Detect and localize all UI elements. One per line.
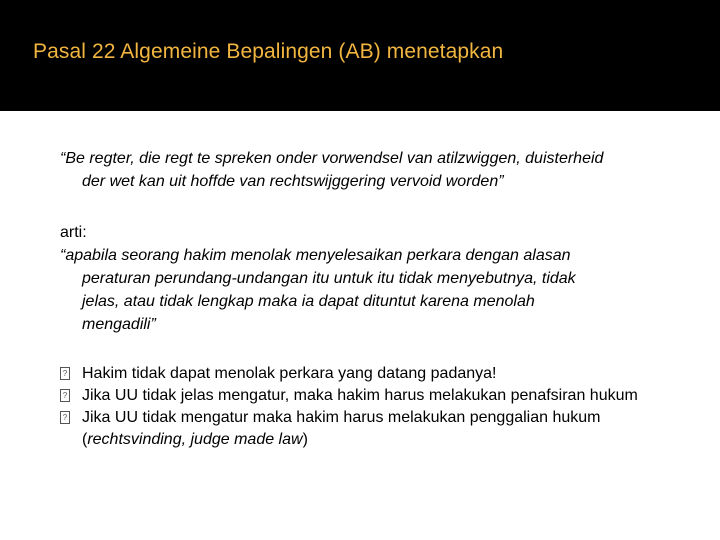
bullet-box-icon: ? <box>60 411 70 424</box>
slide-title: Pasal 22 Algemeine Bepalingen (AB) menetapkan <box>33 40 504 63</box>
translation-line2: peraturan perundang-undangan itu untuk itu tidak menyebutnya, tidak <box>82 270 576 287</box>
paren-italic-text: rechtsvinding, judge made law <box>87 431 303 448</box>
translation-quote <box>60 244 680 336</box>
translation-line1: “apabila seorang hakim menolak menyelesaikan perkara dengan alasan <box>60 247 571 264</box>
bullet-text: Jika UU tidak mengatur maka hakim harus melakukan penggalian hukum <box>82 409 601 426</box>
arti-label: arti: <box>60 224 87 241</box>
bullet-text: Jika UU tidak jelas mengatur, maka hakim harus melakukan penafsiran hukum <box>82 387 638 404</box>
dutch-quote-line1: “Be regter, die regt te spreken onder vorwendsel van atilzwiggen, duisterheid <box>60 150 604 167</box>
bullet-parenthetical <box>82 429 690 451</box>
list-item <box>60 385 690 407</box>
dutch-quote <box>60 147 690 193</box>
translation-line4: mengadili” <box>82 316 156 333</box>
paren-close: ) <box>302 431 308 448</box>
list-item <box>60 407 690 451</box>
bullet-box-icon: ? <box>60 367 70 380</box>
bullet-text: Hakim tidak dapat menolak perkara yang datang padanya! <box>82 365 497 382</box>
dutch-quote-line2: der wet kan uit hoffde van rechtswijggering vervoid worden” <box>82 173 504 190</box>
bullet-box-icon: ? <box>60 389 70 402</box>
list-item <box>60 363 690 385</box>
paren-open: ( <box>82 431 88 448</box>
translation-line3: jelas, atau tidak lengkap maka ia dapat dituntut karena menolah <box>82 293 535 310</box>
bullet-list <box>60 363 690 451</box>
